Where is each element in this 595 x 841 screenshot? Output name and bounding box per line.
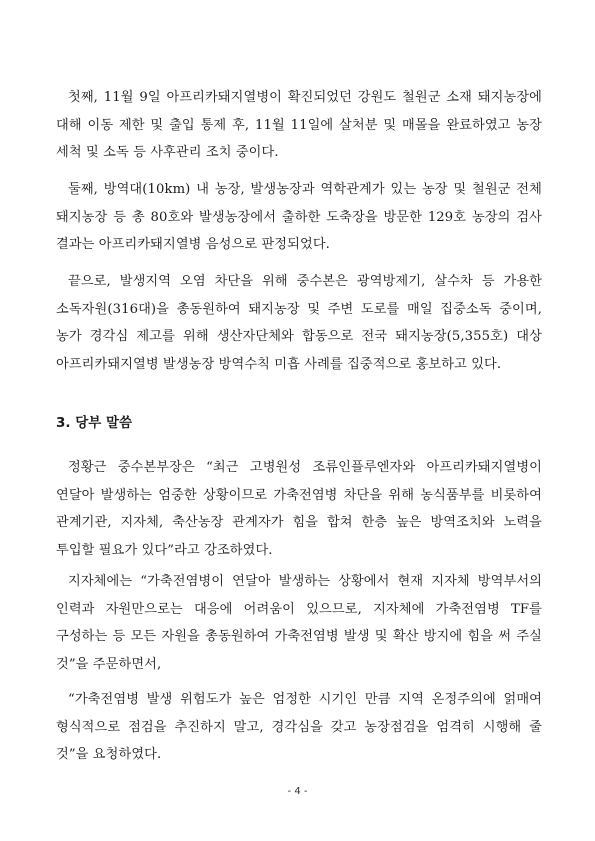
section-heading: 3. 당부 말씀 [56,415,133,431]
paragraph-third: 끝으로, 발생지역 오염 차단을 위해 중수본은 광역방제기, 살수차 등 가용한 소독자원(316대)을 총동원하여 돼지농장 및 주변 도로를 매일 집중소독 중이며, 농가 경각심 제고를 위해 생산자단체와 합동으로 전국 돼지농장(5,355호) 대상 아프리카돼지열병 발생농장 방역수칙 미흡 사례를 집중적으로 홍보하고 있다. [56,274,542,372]
page-number: - 4 - [287,786,308,797]
paragraph-appeal-3: “가축전염병 발생 위험도가 높은 엄정한 시기인 만큼 지역 온정주의에 얽매여 형식적으로 점검을 추진하지 말고, 경각심을 갖고 농장점검을 엄격히 시행해 줄 것”을 요청하였다. [56,692,542,763]
paragraph-appeal-1: 정황근 중수본부장은 “최근 고병원성 조류인플루엔자와 아프리카돼지열병이 연달아 발생하는 엄중한 상황이므로 가축전염병 차단을 위해 농식품부를 비롯하여 관계기관, 지자체, 축산농장 관계자가 힘을 합쳐 한층 높은 방역조치와 노력을 투입할 필요가 있다”라고 강조하였다. [56,460,542,558]
paragraph-second: 둘째, 방역대(10km) 내 농장, 발생농장과 역학관계가 있는 농장 및 철원군 전체 돼지농장 등 총 80호와 발생농장에서 출하한 도축장을 방문한 129호 농장의 검사 결과는 아프리카돼지열병 음성으로 판정되었다. [56,182,542,253]
paragraph-first: 첫째, 11월 9일 아프리카돼지열병이 확진되었던 강원도 철원군 소재 돼지농장에 대해 이동 제한 및 출입 통제 후, 11월 11일에 살처분 및 매몰을 완료하였고 농장 세척 및 소독 등 사후관리 조치 중이다. [56,90,542,161]
paragraph-appeal-2: 지자체에는 “가축전염병이 연달아 발생하는 상황에서 현재 지자체 방역부서의 인력과 자원만으로는 대응에 어려움이 있으므로, 지자체에 가축전염병 TF를 구성하는 등 모든 자원을 총동원하여 가축전염병 발생 및 확산 방지에 힘을 써 주실 것”을 주문하면서, [56,574,542,672]
